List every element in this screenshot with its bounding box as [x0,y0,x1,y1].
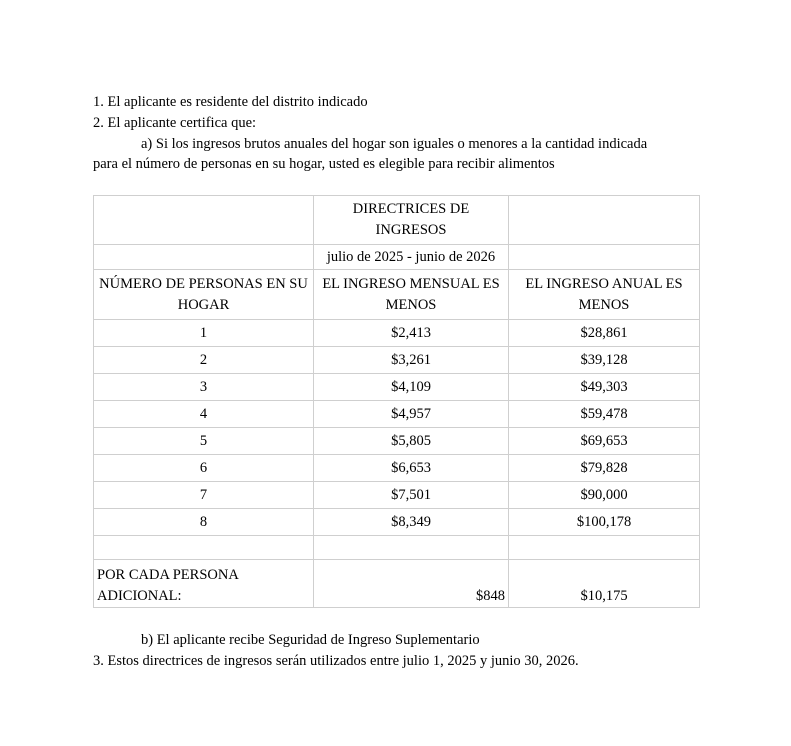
col-header-household: NÚMERO DE PERSONAS EN SU HOGAR [94,270,314,320]
monthly-cell: $3,261 [314,347,509,374]
col-header-annual: EL INGRESO ANUAL ES MENOS [509,270,700,320]
item-1-text: 1. El aplicante es residente del distrito indicado [93,94,368,110]
empty-cell [94,536,314,560]
persons-cell: 8 [94,509,314,536]
persons-cell: 7 [94,482,314,509]
persons-cell: 2 [94,347,314,374]
empty-cell [94,245,314,270]
persons-cell: 6 [94,455,314,482]
persons-cell: 3 [94,374,314,401]
annual-cell: $39,128 [509,347,700,374]
monthly-cell: $4,957 [314,401,509,428]
additional-annual-value: $10,175 [509,560,700,608]
annual-cell: $28,861 [509,320,700,347]
annual-cell: $59,478 [509,401,700,428]
persons-cell: 4 [94,401,314,428]
col-header-monthly: EL INGRESO MENSUAL ES MENOS [314,270,509,320]
monthly-cell: $6,653 [314,455,509,482]
annual-cell: $90,000 [509,482,700,509]
additional-monthly-value: $848 [314,560,509,608]
table-row [94,509,700,536]
table-row [94,401,700,428]
annual-cell: $49,303 [509,374,700,401]
table-row [94,455,700,482]
item-3-text: 3. Estos directrices de ingresos serán utilizados entre julio 1, 2025 y junio 30, 2026. [93,653,579,669]
monthly-cell: $8,349 [314,509,509,536]
annual-cell: $100,178 [509,509,700,536]
empty-cell [94,196,314,245]
annual-cell: $69,653 [509,428,700,455]
persons-cell: 1 [94,320,314,347]
empty-cell [314,536,509,560]
monthly-cell: $7,501 [314,482,509,509]
annual-cell: $79,828 [509,455,700,482]
persons-cell: 5 [94,428,314,455]
empty-cell [509,196,700,245]
item-2a-line2: para el número de personas en su hogar, usted es elegible para recibir alimentos [93,156,555,172]
period-label: julio de 2025 - junio de 2026 [314,245,509,270]
monthly-cell: $5,805 [314,428,509,455]
item-2-text: 2. El aplicante certifica que: [93,115,257,131]
monthly-cell: $2,413 [314,320,509,347]
empty-cell [509,536,700,560]
monthly-cell: $4,109 [314,374,509,401]
income-guidelines-table [93,195,700,608]
table-row [94,428,700,455]
additional-person-label: POR CADA PERSONA ADICIONAL: [94,560,314,608]
table-row [94,320,700,347]
item-2a-line1: a) Si los ingresos brutos anuales del hogar son iguales o menores a la cantidad indicada [141,136,648,152]
table-row [94,347,700,374]
guidelines-title: DIRECTRICES DE INGRESOS [314,196,509,245]
table-row [94,482,700,509]
table-row [94,374,700,401]
item-2b-text: b) El aplicante recibe Seguridad de Ingreso Suplementario [141,632,480,648]
empty-cell [509,245,700,270]
